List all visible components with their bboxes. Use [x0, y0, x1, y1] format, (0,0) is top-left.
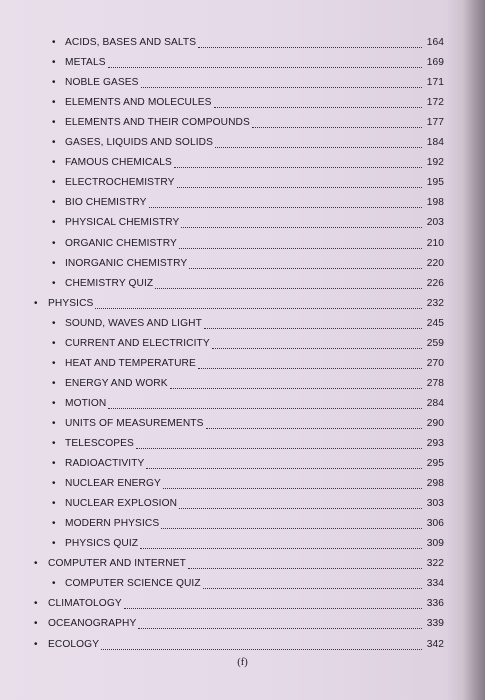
toc-entry-page-number: 336: [426, 598, 444, 610]
bullet-icon: •: [34, 558, 38, 570]
dot-leader: [214, 106, 422, 108]
toc-entry-title: CURRENT AND ELECTRICITY: [65, 337, 210, 349]
toc-entry-page-number: 284: [426, 397, 444, 409]
toc-entry: [52, 177, 444, 191]
dot-leader: [149, 206, 423, 208]
toc-entry: [52, 538, 444, 552]
bullet-icon: •: [52, 357, 56, 369]
toc-entry-title: CLIMATOLOGY: [48, 598, 122, 610]
toc-entry: [52, 338, 444, 352]
toc-entry-title: ORGANIC CHEMISTRY: [65, 237, 177, 249]
toc-entry-page-number: 245: [426, 317, 444, 329]
bullet-icon: •: [34, 638, 38, 650]
dot-leader: [188, 567, 422, 569]
toc-entry-title: CHEMISTRY QUIZ: [65, 277, 154, 289]
toc-entry-page-number: 195: [426, 177, 444, 189]
bullet-icon: •: [52, 197, 56, 209]
toc-entry-page-number: 342: [426, 638, 444, 650]
dot-leader: [161, 527, 422, 529]
toc-entry: [52, 518, 444, 532]
toc-entry-title: FAMOUS CHEMICALS: [65, 157, 172, 169]
toc-entry-title: ELEMENTS AND THEIR COMPOUNDS: [65, 117, 250, 129]
toc-entry-title: BIO CHEMISTRY: [65, 197, 147, 209]
bullet-icon: •: [52, 518, 56, 530]
bullet-icon: •: [52, 257, 56, 269]
dot-leader: [198, 46, 422, 48]
dot-leader: [203, 587, 422, 589]
dot-leader: [198, 367, 422, 369]
toc-entry-page-number: 192: [426, 157, 444, 169]
toc-entry-page-number: 198: [426, 197, 444, 209]
page-folio: (f): [237, 657, 248, 668]
toc-entry-title: PHYSICS: [48, 297, 94, 309]
bullet-icon: •: [52, 97, 56, 109]
bullet-icon: •: [34, 598, 38, 610]
toc-entry-title: ACIDS, BASES AND SALTS: [65, 37, 197, 48]
toc-entry-page-number: 298: [426, 478, 444, 490]
toc-entry-page-number: 339: [426, 618, 444, 630]
toc-entry: [52, 217, 444, 231]
dot-leader: [108, 407, 422, 409]
bullet-icon: •: [52, 177, 56, 189]
toc-entry-title: MODERN PHYSICS: [65, 518, 160, 530]
toc-entry-title: COMPUTER SCIENCE QUIZ: [65, 578, 201, 590]
dot-leader: [212, 347, 422, 349]
toc-entry: [52, 438, 444, 452]
toc-entry-title: GASES, LIQUIDS AND SOLIDS: [65, 137, 213, 149]
toc-entry-page-number: 220: [426, 257, 444, 269]
toc-entry-title: HEAT AND TEMPERATURE: [65, 357, 196, 369]
toc-entry: [52, 578, 444, 592]
toc-entry: [34, 598, 444, 612]
toc-entry-title: METALS: [65, 57, 106, 69]
bullet-icon: •: [52, 438, 56, 449]
dot-leader: [136, 447, 422, 449]
toc-entry: [34, 639, 444, 653]
dot-leader: [95, 307, 422, 309]
bullet-icon: •: [52, 498, 56, 510]
bullet-icon: •: [52, 478, 56, 490]
toc-entry-title: ELECTROCHEMISTRY: [65, 177, 175, 189]
toc-entry-title: MOTION: [65, 397, 107, 409]
bullet-icon: •: [52, 137, 56, 149]
toc-entry-page-number: 293: [426, 438, 444, 449]
bullet-icon: •: [52, 277, 56, 289]
toc-entry-page-number: 259: [426, 337, 444, 349]
dot-leader: [174, 166, 422, 168]
dot-leader: [138, 627, 422, 629]
bullet-icon: •: [34, 297, 38, 309]
dot-leader: [189, 267, 422, 269]
bullet-icon: •: [52, 37, 56, 48]
bullet-icon: •: [52, 458, 56, 470]
toc-entry-title: ELEMENTS AND MOLECULES: [65, 97, 212, 109]
dot-leader: [155, 287, 422, 289]
toc-entry-title: TELESCOPES: [65, 438, 134, 449]
toc-entry: [52, 318, 444, 332]
toc-entry-title: COMPUTER AND INTERNET: [48, 558, 186, 570]
toc-entry-page-number: 278: [426, 377, 444, 389]
bullet-icon: •: [52, 337, 56, 349]
toc-entry-page-number: 306: [426, 518, 444, 530]
toc-entry: [34, 618, 444, 632]
dot-leader: [252, 126, 422, 128]
toc-entry-title: UNITS OF MEASUREMENTS: [65, 417, 204, 429]
toc-entry-title: ECOLOGY: [48, 638, 100, 650]
toc-entry: [52, 57, 444, 71]
toc-entry-title: PHYSICS QUIZ: [65, 538, 139, 550]
dot-leader: [141, 86, 422, 88]
toc-entry-page-number: 226: [426, 277, 444, 289]
toc-entry-page-number: 171: [426, 77, 444, 89]
toc-entry: [52, 137, 444, 151]
bullet-icon: •: [34, 618, 38, 630]
toc-entry: [52, 378, 444, 392]
toc-entry-page-number: 322: [426, 558, 444, 570]
bullet-icon: •: [52, 538, 56, 550]
toc-entry: [52, 117, 444, 131]
dot-leader: [170, 387, 422, 389]
bullet-icon: •: [52, 77, 56, 89]
bullet-icon: •: [52, 217, 56, 229]
dot-leader: [179, 507, 422, 509]
bullet-icon: •: [52, 578, 56, 590]
dot-leader: [108, 66, 422, 68]
bullet-icon: •: [52, 377, 56, 389]
toc-entry: [52, 77, 444, 91]
toc-entry-page-number: 309: [426, 538, 444, 550]
dot-leader: [204, 327, 422, 329]
toc-entry-page-number: 232: [426, 297, 444, 309]
toc-entry: [52, 258, 444, 272]
toc-entry-title: PHYSICAL CHEMISTRY: [65, 217, 180, 229]
toc-entry: [52, 157, 444, 171]
toc-entry-title: NUCLEAR EXPLOSION: [65, 498, 178, 510]
toc-entry: [52, 238, 444, 252]
toc-entry-page-number: 169: [426, 57, 444, 69]
dot-leader: [146, 467, 422, 469]
bullet-icon: •: [52, 237, 56, 249]
dot-leader: [179, 247, 422, 249]
bullet-icon: •: [52, 57, 56, 69]
dot-leader: [140, 547, 422, 549]
toc-entry: [52, 197, 444, 211]
toc-entry-title: NOBLE GASES: [65, 77, 139, 89]
toc-entry-page-number: 303: [426, 498, 444, 510]
toc-entry: [52, 418, 444, 432]
toc-entry-page-number: 295: [426, 458, 444, 470]
toc-entry: [52, 498, 444, 512]
toc-entry-title: SOUND, WAVES AND LIGHT: [65, 317, 202, 329]
toc-entry-title: INORGANIC CHEMISTRY: [65, 257, 188, 269]
dot-leader: [181, 226, 422, 228]
toc-entry-title: NUCLEAR ENERGY: [65, 478, 161, 490]
toc-entry-page-number: 172: [426, 97, 444, 109]
toc-entry-page-number: 203: [426, 217, 444, 229]
toc-entry: [34, 558, 444, 572]
toc-entry-page-number: 177: [426, 117, 444, 129]
toc-entry-title: OCEANOGRAPHY: [48, 618, 137, 630]
toc-entry-title: RADIOACTIVITY: [65, 458, 145, 470]
dot-leader: [124, 607, 422, 609]
bullet-icon: •: [52, 317, 56, 329]
toc-entry-page-number: 270: [426, 357, 444, 369]
toc-entry: [52, 37, 444, 51]
dot-leader: [215, 146, 422, 148]
toc-entry-page-number: 164: [426, 37, 444, 48]
toc-entry-page-number: 210: [426, 237, 444, 249]
bullet-icon: •: [52, 397, 56, 409]
toc-entry-title: ENERGY AND WORK: [65, 377, 168, 389]
toc-entry: [52, 97, 444, 111]
toc-entry: [52, 358, 444, 372]
toc-entry-page-number: 290: [426, 417, 444, 429]
bullet-icon: •: [52, 417, 56, 429]
toc-entry: [52, 278, 444, 292]
toc-entry-page-number: 334: [426, 578, 444, 590]
toc-entry: [52, 478, 444, 492]
toc-entry: [34, 298, 444, 312]
bullet-icon: •: [52, 157, 56, 169]
bullet-icon: •: [52, 117, 56, 129]
toc-entry-page-number: 184: [426, 137, 444, 149]
toc-entry: [52, 398, 444, 412]
dot-leader: [163, 487, 422, 489]
toc-entry: [52, 458, 444, 472]
dot-leader: [101, 648, 422, 650]
dot-leader: [177, 186, 422, 188]
dot-leader: [206, 427, 422, 429]
